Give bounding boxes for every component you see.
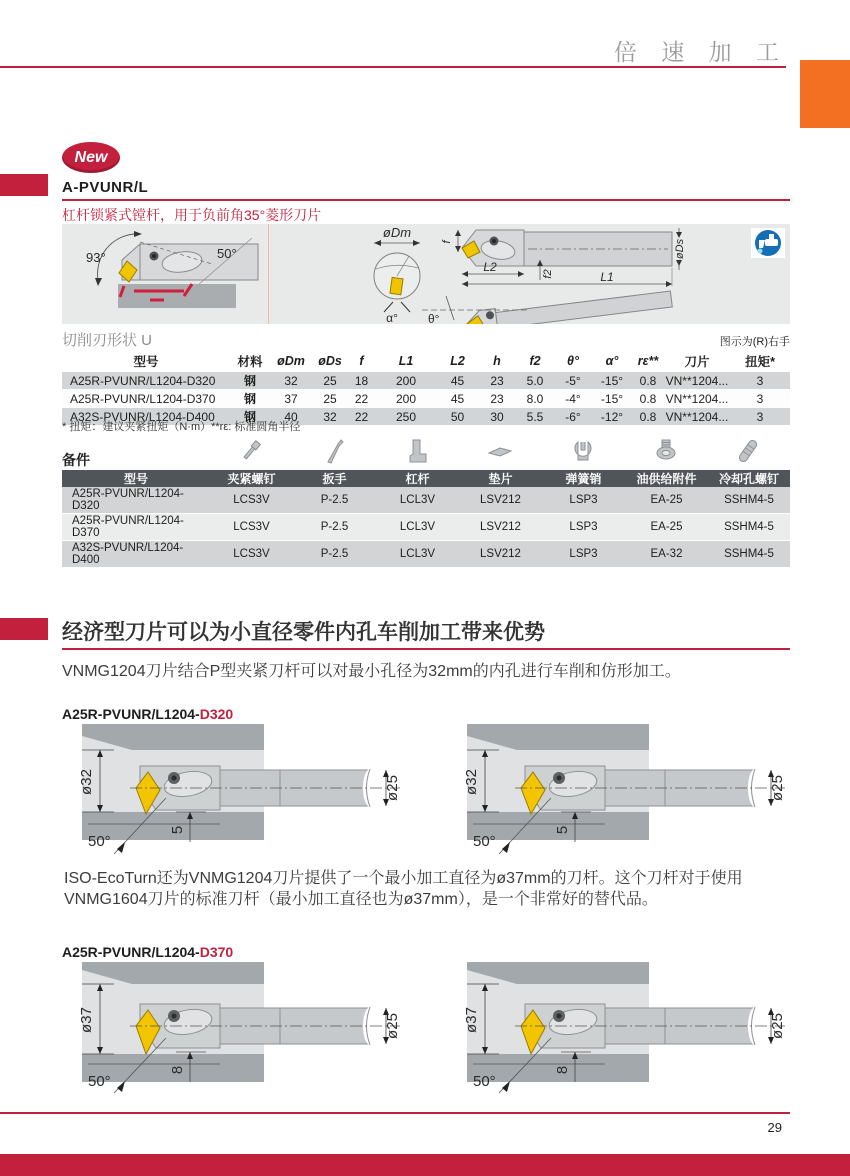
material-cell: 钢 [243,392,256,406]
ds-cell: 25 [323,373,337,388]
spare-parts-label: 备件 [62,452,90,468]
dm-label: øDm [382,225,412,240]
f-label: f [441,240,453,244]
insert-cell: VN**1204... [665,409,729,424]
offset-label: 8 [554,1065,571,1075]
wrench-cell: P-2.5 [320,548,349,560]
spares-header: 冷却孔螺钉 [708,470,790,487]
ds-cell: 25 [323,391,337,406]
bore-diagram-d370-left [70,962,410,1094]
theta-cell: -5° [565,373,581,388]
spec-footnote: * 扭矩：建议夹紧扭矩（N·m）**rε: 标准圆角半径 [62,421,301,433]
torque-cell: 3 [756,409,764,424]
f2-cell: 5.5 [526,409,544,424]
shim-icon [485,436,515,466]
material-cell: 钢 [243,374,256,388]
l1-cell: 200 [395,373,417,388]
spec-header: f2 [529,354,541,368]
right-hand-note: 图示为(R)右手 [719,336,790,348]
panel-divider [268,224,269,324]
offset-label: 5 [169,825,186,835]
spec-header: 型号 [133,355,159,369]
insert-section [390,277,403,294]
l2-cell: 50 [450,409,465,424]
spec-row [62,390,790,408]
bore-diagram-d370-right [455,962,795,1094]
model-cell: A25R-PVUNR/L1204-D370 [72,515,184,539]
figure1-label-suffix: D320 [199,706,234,722]
boring-bar-side-view [86,231,258,308]
spec-header: f [359,354,364,368]
torque-cell: 3 [756,391,764,406]
lever-cell: LCL3V [399,548,436,560]
oil-supply-cell: EA-32 [650,548,683,560]
f2-cell: 5.0 [526,373,544,388]
spec-header: øDs [318,354,342,368]
lever-cell: LCL3V [399,521,436,533]
page-number: 29 [767,1120,782,1135]
spares-header: 垫片 [459,470,542,487]
figure1-label [62,706,233,722]
f2-label: f2 [542,269,554,279]
model-cell: A32S-PVUNR/L1204-D400 [72,542,184,566]
bore-dia-label: ø32 [463,769,480,795]
clamp-screw-cell: LCS3V [233,494,270,506]
edge-red-tab-middle [0,618,48,640]
model-cell: A32S-PVUNR/L1204-D400 [70,409,215,424]
spec-header: θ° [567,354,579,368]
shaft-dia-label: ø25 [384,775,401,801]
angle-label: 50° [88,833,111,850]
article-body: ISO-EcoTurn还为VNMG1204刀片提供了一个最小加工直径为ø37mm的刀杆。这个刀杆对于使用VNMG1604刀片的标准刀杆（最小加工直径也为ø37mm），是一个非常好的替代品。 [64,870,743,908]
spec-header: L2 [450,354,465,368]
f-cell: 22 [354,391,369,406]
ds-label: øDs [674,238,686,260]
bar-top-view [441,228,686,287]
model-cell: A25R-PVUNR/L1204-D320 [70,373,216,388]
spares-header: 型号 [62,470,210,487]
h-cell: 30 [490,409,504,424]
re-cell: 0.8 [639,391,657,406]
footer-bar [0,1154,850,1176]
tool-technical-drawing [62,224,790,324]
oil-supply-cell: EA-25 [650,521,683,533]
theta-cell: -4° [565,391,581,406]
product-subtitle: 杠杆锁紧式镗杆，用于负前角35°菱形刀片 [62,207,322,223]
dm-cell: 40 [284,409,298,424]
page-header-title: 倍 速 加 工 [613,39,788,65]
spares-row [62,541,790,568]
spring-pin-cell: LSP3 [569,521,598,533]
edge-red-tab-top [0,174,48,196]
spares-header: 夹紧螺钉 [210,470,293,487]
technical-diagram-panel [62,224,790,324]
bore-diagram-d320-left [70,724,410,856]
alpha-cell: -12° [600,409,624,424]
coolant-screw-cell: SSHM4-5 [724,548,774,560]
edge-orange-tab [800,60,850,128]
l1-cell: 250 [395,409,417,424]
figure1-label-prefix: A25R-PVUNR/L1204- [62,706,200,722]
shaft-dia-label: ø25 [384,1013,401,1039]
re-cell: 0.8 [639,373,657,388]
l2-cell: 45 [450,373,465,388]
spec-header: rε** [637,354,659,368]
shaft-dia-label: ø25 [769,775,786,801]
product-title: A-PVUNR/L [62,179,149,196]
figure2-label-suffix: D370 [199,944,234,960]
bore-diagram-d320-right [455,724,795,856]
l1-cell: 200 [395,391,417,406]
angle-50-label: 50° [217,246,237,261]
spec-header: h [493,354,501,368]
article-rule [62,648,790,650]
bore-dia-label: ø32 [78,769,95,795]
offset-label: 8 [169,1065,186,1075]
lever-cell: LCL3V [399,494,436,506]
h-cell: 23 [490,373,504,388]
spec-header: 材料 [237,355,263,369]
spares-header: 扳手 [293,470,376,487]
clamp-screw-cell: LCS3V [233,548,270,560]
workpiece-block [118,284,236,308]
oil-supply-icon [651,436,681,466]
clamp-screw-icon [236,436,266,466]
spares-header: 杠杆 [376,470,459,487]
insert-cell: VN**1204... [665,391,729,406]
l2-cell: 45 [450,391,465,406]
torque-cell: 3 [756,373,764,388]
spec-header: L1 [398,354,414,368]
angle-label: 50° [88,1073,111,1090]
dm-cell: 32 [284,373,298,388]
clamp-screw-cell: LCS3V [233,521,270,533]
model-cell: A25R-PVUNR/L1204-D370 [70,391,216,406]
alpha-label: α° [386,311,398,324]
footer-rule [0,1112,790,1114]
l2-label: L2 [483,260,497,274]
spares-row [62,514,790,541]
l1-label: L1 [600,270,614,284]
spare-parts-table [62,470,790,568]
insert-cell: VN**1204... [665,373,729,388]
shaft-dia-label: ø25 [769,1013,786,1039]
alpha-cell: -15° [600,373,624,388]
coolant-screw-cell: SSHM4-5 [724,521,774,533]
header-rule [0,66,786,68]
article-intro: VNMG1204刀片结合P型夹紧刀杆可以对最小孔径为32mm的内孔进行车削和仿形加工。 [62,663,681,680]
angle-93-label: 93° [86,250,106,265]
theta-cell: -6° [565,409,581,424]
wrench-cell: P-2.5 [320,494,349,506]
shim-cell: LSV212 [480,548,521,560]
bar-section-view [374,225,420,324]
coolant-screw-icon [733,436,763,466]
spring-pin-cell: LSP3 [569,494,598,506]
angle-label: 50° [473,1073,496,1090]
shim-cell: LSV212 [480,521,521,533]
shim-cell: LSV212 [480,494,521,506]
coolant-icon [751,228,785,258]
cutting-edge-shape-note: 切削刃形状 U [62,332,153,349]
figure2-label-prefix: A25R-PVUNR/L1204- [62,944,200,960]
alpha-cell: -15° [600,391,624,406]
dm-cell: 37 [284,391,298,406]
spec-row [62,372,790,390]
f2-cell: 8.0 [526,391,544,406]
article-heading: 经济型刀片可以为小直径零件内孔车削加工带来优势 [62,621,545,644]
bar-angled-view [422,287,673,324]
spec-header-row [62,350,790,372]
spec-header: 扭矩* [745,355,775,369]
material-cell: 钢 [243,410,256,424]
product-rule [62,199,790,201]
angle-label: 50° [473,833,496,850]
coolant-screw-cell: SSHM4-5 [724,494,774,506]
figure2-label [62,944,233,960]
spring-pin-icon [568,436,598,466]
bore-dia-label: ø37 [463,1007,480,1033]
spares-header: 弹簧销 [542,470,625,487]
oil-supply-cell: EA-25 [650,494,683,506]
spares-row [62,487,790,514]
wrench-cell: P-2.5 [320,521,349,533]
model-cell: A25R-PVUNR/L1204-D320 [72,488,184,512]
re-cell: 0.8 [639,409,657,424]
spring-pin-cell: LSP3 [569,548,598,560]
h-cell: 23 [490,391,504,406]
theta-label: θ° [428,312,440,324]
spares-header: 油供给附件 [625,470,708,487]
offset-label: 5 [554,825,571,835]
spares-header-row [62,470,790,487]
f-cell: 18 [354,373,369,388]
ds-cell: 32 [323,409,337,424]
spec-header: α° [605,354,619,368]
wrench-icon [319,436,349,466]
new-badge: New [62,142,120,173]
bore-dia-label: ø37 [78,1007,95,1033]
spec-table [62,350,790,426]
lever-icon [402,436,432,466]
spec-header: 刀片 [684,355,710,369]
f-cell: 22 [354,409,369,424]
spec-header: øDm [277,354,305,368]
